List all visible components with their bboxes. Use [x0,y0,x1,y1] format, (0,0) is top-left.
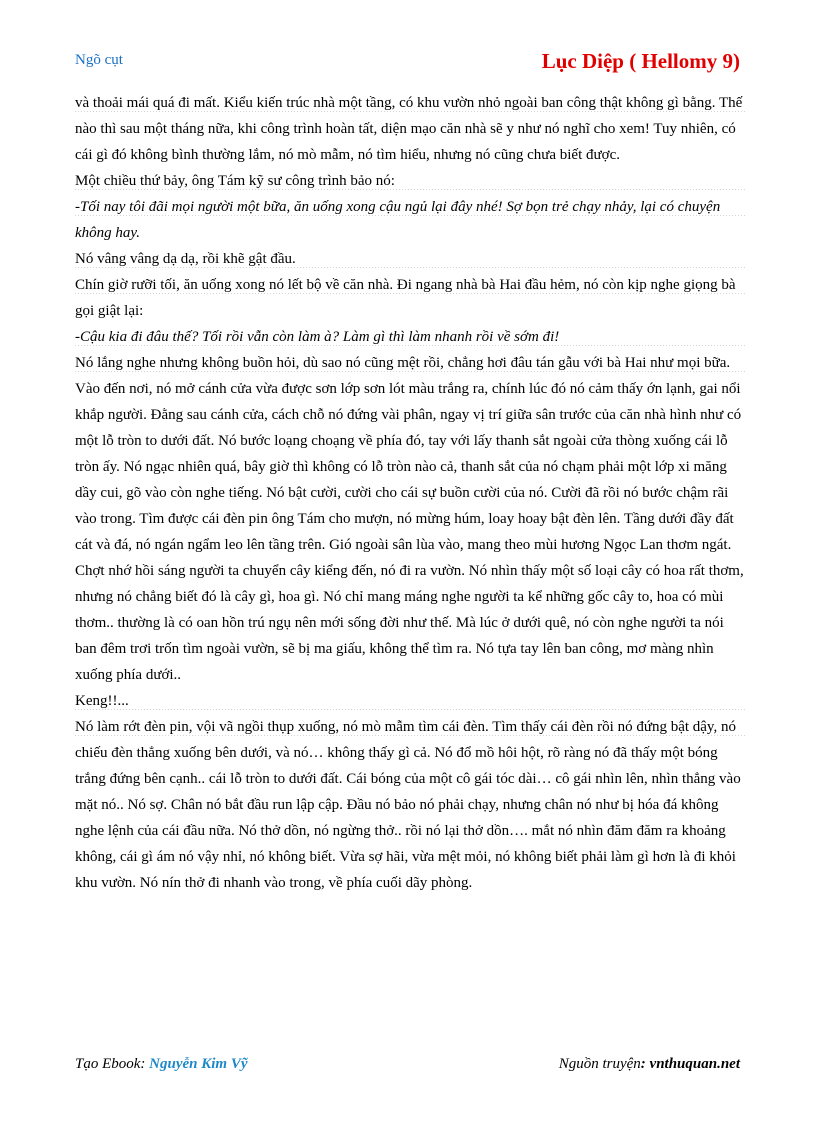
header-chapter-title: Ngõ cụt [75,52,123,68]
source-separator: : [640,1056,650,1072]
paragraph: Nó vâng vâng dạ dạ, rồi khẽ gật đầu. [75,246,745,272]
header-author: Lục Diệp ( Hellomy 9) [541,49,740,73]
dialogue-paragraph: -Tối nay tôi đãi mọi người một bữa, ăn uống xong cậu ngủ lại đây nhé! Sợ bọn trẻ chạy nhảy, lại có chuyện không hay. [75,194,745,246]
paragraph: và thoải mái quá đi mất. Kiểu kiến trúc nhà một tầng, có khu vườn nhỏ ngoài ban công thật không gì bằng. Thế nào thì sau một tháng nữa, khi công trình hoàn tất, diện mạo căn nhà sẽ y như nó nghĩ cho xem! Tuy nhiên, có cái gì đó không bình thường lắm, nó mò mẫm, nó tìm hiểu, nhưng nó cũng chưa biết được. [75,90,745,168]
ebook-separator: : [140,1056,150,1072]
source-site[interactable]: vnthuquan.net [649,1056,740,1072]
dialogue-paragraph: -Cậu kia đi đâu thế? Tối rồi vẫn còn làm à? Làm gì thì làm nhanh rồi về sớm đi! [75,324,745,350]
paragraph: Nó làm rớt đèn pin, vội vã ngồi thụp xuống, nó mò mẫm tìm cái đèn. Tìm thấy cái đèn rồi nó đứng bật dậy, nó chiếu đèn thẳng xuống bên dưới, và nó… không thấy gì cả. Nó đổ mồ hôi hột, rõ ràng nó đã thấy một bóng trắng đứng bên cạnh.. cái lỗ tròn to dưới đất. Cái bóng của một cô gái tóc dài… cô gái nhìn lên, nhìn thẳng vào mặt nó.. Nó sợ. Chân nó bắt đầu run lập cập. Đầu nó bảo nó phải chạy, nhưng chân nó như bị hóa đá không nghe lệnh của cái đầu nữa. Nó thở dồn, nó ngừng thở.. rồi nó lại thở dồn…. mắt nó nhìn đăm đăm ra khoảng không, cái gì ám nó vậy nhỉ, nó không biết. Vừa sợ hãi, vừa mệt mỏi, nó không biết phải làm gì hơn là đi khỏi khu vườn. Nó nín thở đi nhanh vào trong, về phía cuối dãy phòng. [75,714,745,896]
source-label: Nguồn truyện [558,1056,641,1072]
paragraph: Nó lắng nghe nhưng không buồn hỏi, dù sao nó cũng mệt rồi, chẳng hơi đâu tán gẫu với bà Hai như mọi bữa. Vào đến nơi, nó mở cánh cửa vừa được sơn lớp sơn lót màu trắng ra, chính lúc đó nó cảm thấy ớn lạnh, gai nổi khắp người. Đằng sau cánh cửa, cách chỗ nó đứng vài phân, ngay vị trí giữa sân trước của căn nhà hình như có một lỗ tròn to dưới đất. Nó bước loạng choạng về phía đó, tay với lấy thanh sắt ngoài cửa thòng xuống cái lỗ tròn ấy. Nó ngạc nhiên quá, bây giờ thì không có lỗ tròn nào cả, thanh sắt của nó chạm phải một lớp xi măng dầy cui, gõ vào còn nghe tiếng. Nó bật cười, cười cho cái sự buồn cười của nó. Cười đã rồi nó bước chậm rãi vào trong. Tìm được cái đèn pin ông Tám cho mượn, nó mừng húm, loay hoay bật đèn lên. Tầng dưới đầy đất cát và đá, nó ngán ngẩm leo lên tầng trên. Gió ngoài sân lùa vào, mang theo mùi hương Ngọc Lan thơm ngát. Chợt nhớ hồi sáng người ta chuyển cây kiểng đến, nó đi ra vườn. Nó nhìn thấy một số loại cây có hoa rất thơm, nhưng nó chẳng biết đó là cây gì, hoa gì. Nó chỉ mang máng nghe người ta kể những gốc cây to, hoa có mùi thơm.. thường là có oan hồn trú ngụ nên mới sống đời như thế. Mà lúc ở dưới quê, nó còn nghe người ta nói ban đêm trơi trốn tìm ngoài vườn, sẽ bị ma giấu, không thể tìm ra. Nó tựa tay lên ban công, mơ màng nhìn xuống phía dưới.. [75,350,745,688]
ebook-creator-name: Nguyễn Kim Vỹ [149,1056,248,1072]
footer-ebook-credit [75,1056,248,1073]
story-body [75,90,745,896]
footer-source-credit [559,1056,740,1073]
paragraph: Keng!!... [75,688,745,714]
paragraph: Chín giờ rưỡi tối, ăn uống xong nó lết bộ về căn nhà. Đi ngang nhà bà Hai đầu hẻm, nó còn kịp nghe giọng bà gọi giật lại: [75,272,745,324]
ebook-label: Tạo Ebook [75,1056,141,1072]
paragraph: Một chiều thứ bảy, ông Tám kỹ sư công trình bảo nó: [75,168,745,194]
